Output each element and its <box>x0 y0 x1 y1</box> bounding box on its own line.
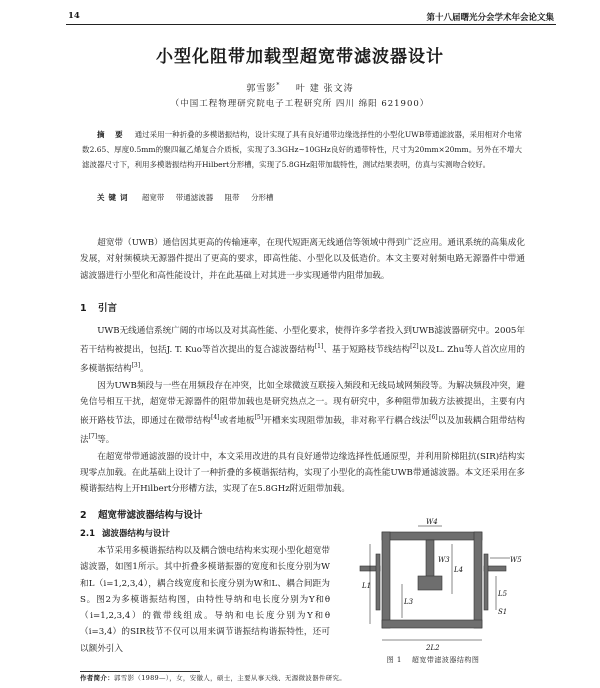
figure-number: 图 1 <box>386 656 402 664</box>
citation: [7] <box>88 433 98 441</box>
left-coupling-line <box>376 554 380 610</box>
section-title: 引言 <box>98 303 118 314</box>
sir-stub <box>418 576 442 590</box>
keyword: 带通滤波器 <box>175 193 214 202</box>
keyword: 分形槽 <box>251 193 274 202</box>
label-s1: S1 <box>498 608 508 616</box>
footnote-text: 郭雪影（1989—），女，安徽人，硕士，主要从事天线、无源微波器件研究。 <box>114 674 347 682</box>
section-1-body <box>80 323 525 497</box>
first-author: 郭雪影 <box>246 84 277 94</box>
subsection-title: 滤波器结构与设计 <box>102 529 171 539</box>
running-header <box>66 8 556 25</box>
section-1-heading <box>80 300 117 314</box>
abstract-label: 摘 要 <box>97 130 127 139</box>
section-2-1-heading <box>80 527 170 539</box>
center-stub <box>426 540 434 580</box>
intro-paragraph: 超宽带（UWB）通信因其更高的传输速率，在现代短距离无线通信等领域中得到广泛应用。通讯系统的高集成化发展，对射频模块无源器件提出了更高的要求，即高性能、小型化以及低造价。本文主要对射频电路无源器件中带通滤波器进行小型化和高性能设计，并在此基础上对其进一步实现通带内阻带加载。 <box>80 238 525 281</box>
paper-title: 小型化阻带加载型超宽带滤波器设计 <box>156 47 444 67</box>
label-l5: L5 <box>498 590 508 598</box>
right-resonator-arm <box>474 532 482 628</box>
keyword: 超宽带 <box>141 193 165 202</box>
footnote-rule <box>80 671 200 672</box>
author-footnote <box>80 673 346 682</box>
citation: [5] <box>254 414 264 422</box>
citation: [2] <box>410 343 419 351</box>
section-2-heading <box>80 507 203 521</box>
section-title: 超宽带滤波器结构与设计 <box>98 510 203 521</box>
paragraph: 本节采用多模谐振结构以及耦合馈电结构来实现小型化超宽带滤波器，如图1所示。其中折叠多模谐振器的宽度和长度分别为W和L（i=1,2,3,4），耦合线宽度和长度分别为W和L、耦合间距为S。图2为多模谐振结构图，由特性导纳和电长度分别为Y和θ（i=1,2,3,4）的微带线组成。导纳和电长度分别为Y和θ（i=3,4）的SIR枝节不仅可以用来调节谐振结构谐振特性，还可以额外引入 <box>80 546 330 654</box>
left-resonator-arm <box>382 532 390 628</box>
label-w5: W5 <box>510 556 522 564</box>
keyword: 阻带 <box>224 193 240 202</box>
right-coupling-line <box>484 554 488 610</box>
paragraph: 在超宽带带通滤波器的设计中，本文采用改进的具有良好通带边缘选择性低通原型，并利用阶梯阻抗(SIR)结构实现零点加载。在此基础上设计了一种折叠的多模谐振结构，实现了小型化的高性能UWB带通滤波器。本文还采用在多模谐振结构上开Hilbert分形槽方法，实现了在5.8GHz附近阻带加载。 <box>80 451 525 495</box>
label-l1: L1 <box>362 582 372 590</box>
subsection-number: 2.1 <box>80 529 96 539</box>
footnote-label: 作者简介： <box>80 674 114 682</box>
figure-1-filter-structure <box>340 514 526 654</box>
paragraph: 因为UWB频段与一些在用频段存在冲突，比如全球微波互联接入频段和无线局域网频段等。为解决频段冲突，避免信号相互干扰，超宽带无源器件的阻带加载也是研究热点之一。现有研究中，多种阻带加载方法被提出，主要有内嵌开路枝节法，即通过在微带结构[4]或者地板[5]开槽来实现阻带加载，非对称平行耦合线法[6]以及加载耦合阻带结构法[7]等。 <box>80 380 525 446</box>
top-resonator-arm <box>382 532 482 540</box>
section-number: 1 <box>80 303 87 314</box>
citation: [4] <box>211 414 220 422</box>
label-l4: L4 <box>454 566 464 574</box>
bottom-resonator-arm <box>382 620 482 628</box>
section-2-1-body <box>80 543 330 657</box>
section-number: 2 <box>80 510 87 521</box>
abstract-text: 通过采用一种折叠的多模谐振结构，设计实现了具有良好通带边缘选择性的小型化UWB带通滤波器，采用相对介电常数2.65、厚度0.5mm的聚四氟乙烯复合介质板，实现了3.3GHz~10GHz良好的通带特性，尺寸为20mm×20mm。另外在不增大滤波器尺寸下，利用多模谐振结构开Hilbert分形槽，实现了5.8GHz阻带加载特性，测试结果表明，仿真与实测吻合较好。 <box>82 130 522 169</box>
abstract <box>82 127 522 172</box>
keywords-label: 关键词 <box>97 193 132 202</box>
keywords <box>82 190 522 205</box>
paragraph: UWB无线通信系统广阔的市场以及对其高性能、小型化要求，使得许多学者投入到UWB滤波器研究中。2005年若干结构被提出，包括J. T. Kuo等首次提出的复合滤波器结构[1]、基于短路枝节线结构[2]以及L. Zhu等人首次应用的多模谐振结构[3]。 <box>80 326 525 375</box>
label-w4: W4 <box>426 518 438 526</box>
label-w3: W3 <box>438 556 450 564</box>
affiliation: （中国工程物理研究院电子工程研究所 四川 绵阳 621900） <box>170 99 430 109</box>
label-l3: L3 <box>404 598 414 606</box>
citation: [3] <box>131 362 141 370</box>
author-mark: * <box>276 82 281 89</box>
page-number: 14 <box>68 11 80 21</box>
citation: [6] <box>429 414 438 422</box>
figure-1-caption <box>340 655 526 665</box>
citation: [1] <box>314 343 324 351</box>
figure-caption-text: 超宽带滤波器结构图 <box>411 656 480 664</box>
filter-structure-diagram <box>340 514 526 654</box>
author-list <box>0 81 600 94</box>
label-2l2: 2L2 <box>426 644 440 652</box>
co-authors: 叶 建 张文涛 <box>295 84 354 94</box>
journal-name: 第十八届曙光分会学术年会论文集 <box>426 13 554 23</box>
